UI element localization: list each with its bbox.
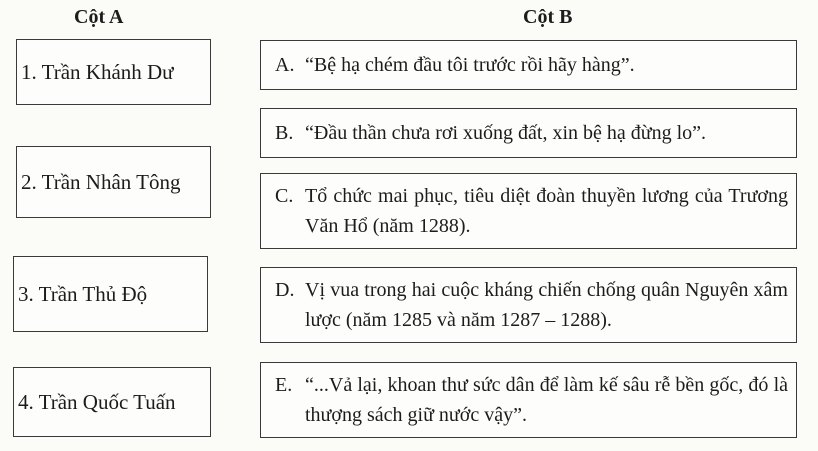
column-a-item: [13, 367, 211, 437]
column-b-item: [260, 40, 797, 90]
column-b-item-text: “...Vả lại, khoan thư sức dân để làm kế sâu rễ bền gốc, đó là thượng sách giữ nước vậy”.: [305, 374, 788, 426]
column-a-item: [16, 39, 211, 105]
column-b-item-text: “Đầu thần chưa rơi xuống đất, xin bệ hạ đừng lo”.: [305, 122, 707, 144]
column-b-item: [260, 108, 797, 158]
column-a-item-label: 1. Trần Khánh Dư: [21, 60, 174, 84]
column-b-item-text: Tổ chức mai phục, tiêu diệt đoàn thuyền lương của Trương Văn Hổ (năm 1288).: [305, 185, 788, 237]
column-a-heading: Cột A: [74, 6, 124, 28]
column-a-item: [16, 146, 211, 218]
column-b-item-letter: E.: [275, 374, 293, 396]
column-a-item-label: 3. Trần Thủ Độ: [18, 282, 148, 306]
column-b-item: [260, 267, 797, 343]
column-b-item-letter: C.: [275, 185, 294, 207]
column-b-item-letter: D.: [275, 279, 295, 301]
column-b-item-letter: A.: [275, 54, 295, 76]
column-a-item-label: 2. Trần Nhân Tông: [21, 170, 181, 194]
column-b-heading: Cột B: [523, 6, 573, 28]
column-b-item-text: Vị vua trong hai cuộc kháng chiến chống quân Nguyên xâm lược (năm 1285 và năm 1287 – 1288).: [305, 279, 788, 331]
column-a-item: [13, 256, 208, 332]
column-b-item-letter: B.: [275, 122, 294, 144]
column-b-item: [260, 173, 797, 249]
column-a-item-label: 4. Trần Quốc Tuấn: [18, 390, 176, 414]
column-b-item-text: “Bệ hạ chém đầu tôi trước rồi hãy hàng”.: [305, 54, 635, 76]
column-b-item: [260, 362, 797, 438]
